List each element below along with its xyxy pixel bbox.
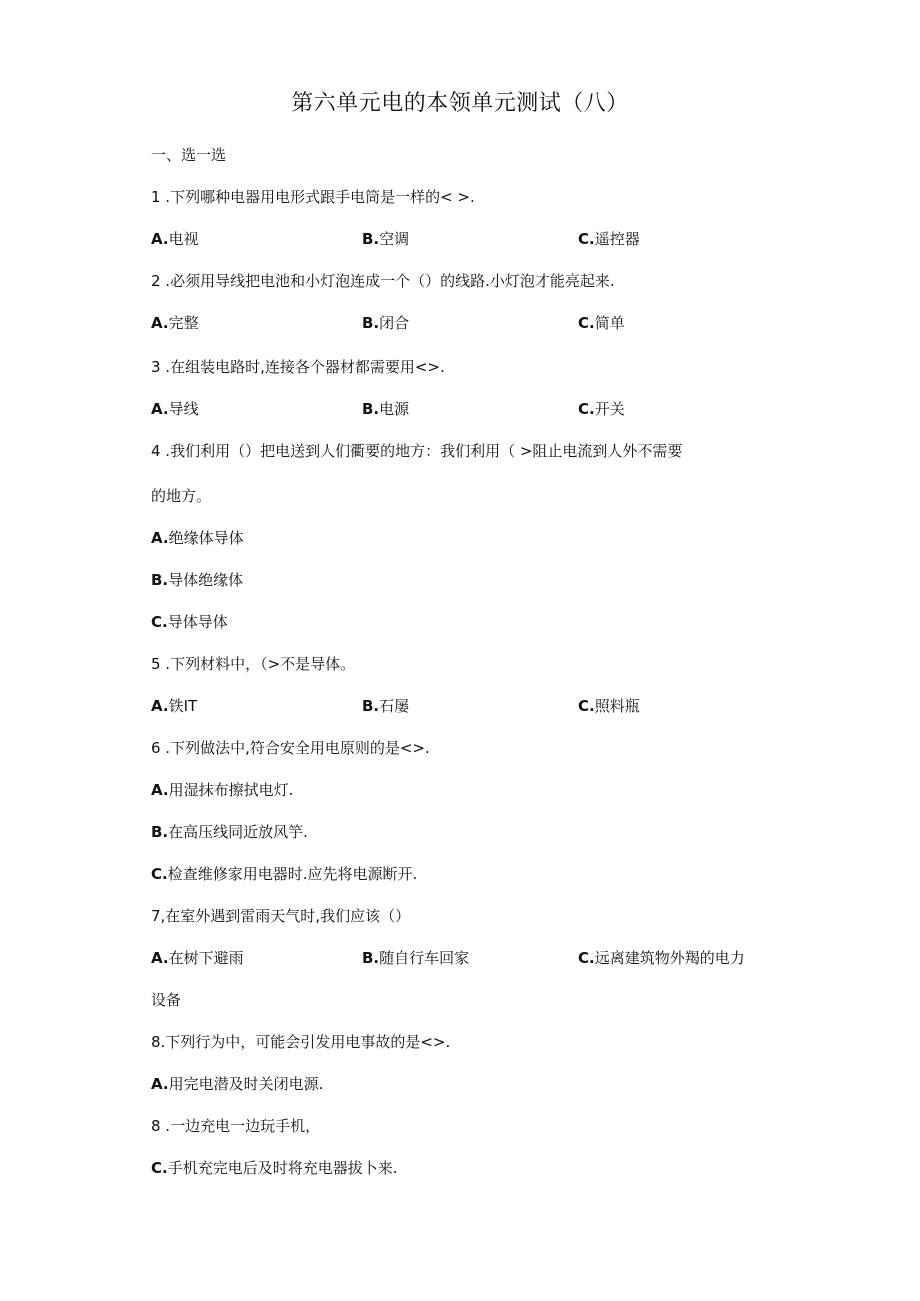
- q2-option-a: A.完整: [151, 314, 199, 332]
- section-heading: 一、选一选: [151, 146, 227, 164]
- question-3: 3 .在组装电路时,连接各个器材都需要用<>.: [151, 358, 445, 376]
- q8-option-a: A.用完电潜及时关闭电源.: [151, 1075, 324, 1093]
- q8-option-c: C.手机充完电后及时将充电器拔卜来.: [151, 1159, 398, 1177]
- q4-option-b: B.导体绝缘体: [151, 571, 244, 589]
- q8-option-b: 8 .一边充电一边玩手机，: [151, 1117, 321, 1135]
- q5-option-c: C.照料瓶: [578, 697, 640, 715]
- q1-option-c: C.遥控器: [578, 230, 640, 248]
- page-title: 第六单元电的本领单元测试（八）: [291, 91, 629, 116]
- q7-option-c: C.远离建筑物外羯的电力: [578, 949, 745, 967]
- q6-option-b: B.在高压线同近放风竽.: [151, 823, 308, 841]
- question-4-continued: 的地方。: [151, 487, 212, 505]
- q7-option-c-continued: 设备: [151, 991, 182, 1009]
- q4-option-c: C.导体导体: [151, 613, 228, 631]
- q7-option-b: B.随自行车回家: [362, 949, 470, 967]
- question-7: 7,在室外遇到雷雨天气时,我们应该（）: [151, 907, 411, 925]
- question-6: 6 .下列做法中,符合安全用电原则的是<>.: [151, 739, 430, 757]
- q3-option-c: C.开关: [578, 400, 625, 418]
- q6-option-c: C.检查维修家用电器时.应先将电源断开.: [151, 865, 418, 883]
- question-2: 2 .必须用导线把电池和小灯泡连成一个（）的线路.小灯泡才能亮起来.: [151, 272, 615, 290]
- q7-option-a: A.在树下避雨: [151, 949, 244, 967]
- q2-option-b: B.闭合: [362, 314, 410, 332]
- q3-option-a: A.导线: [151, 400, 199, 418]
- q6-option-a: A.用湿抹布擦拭电灯.: [151, 781, 294, 799]
- q3-option-b: B.电源: [362, 400, 410, 418]
- question-8: 8.下列行为中，可能会引发用电事故的是<>.: [151, 1033, 451, 1051]
- q1-option-b: B.空调: [362, 230, 410, 248]
- q4-option-a: A.绝缘体导体: [151, 529, 244, 547]
- q2-option-c: C.简单: [578, 314, 625, 332]
- question-5: 5 .下列材料中，（>不是导体。: [151, 655, 356, 673]
- q5-option-a: A.铁IT: [151, 697, 198, 715]
- q5-option-b: B.石屡: [362, 697, 410, 715]
- question-4: 4 .我们利用（）把电送到人们衢要的地方：我们利用（ >阻止电流到人外不需要: [151, 442, 683, 460]
- question-1: 1 .下列哪种电器用电形式跟手电筒是一样的< >.: [151, 188, 475, 206]
- q1-option-a: A.电视: [151, 230, 199, 248]
